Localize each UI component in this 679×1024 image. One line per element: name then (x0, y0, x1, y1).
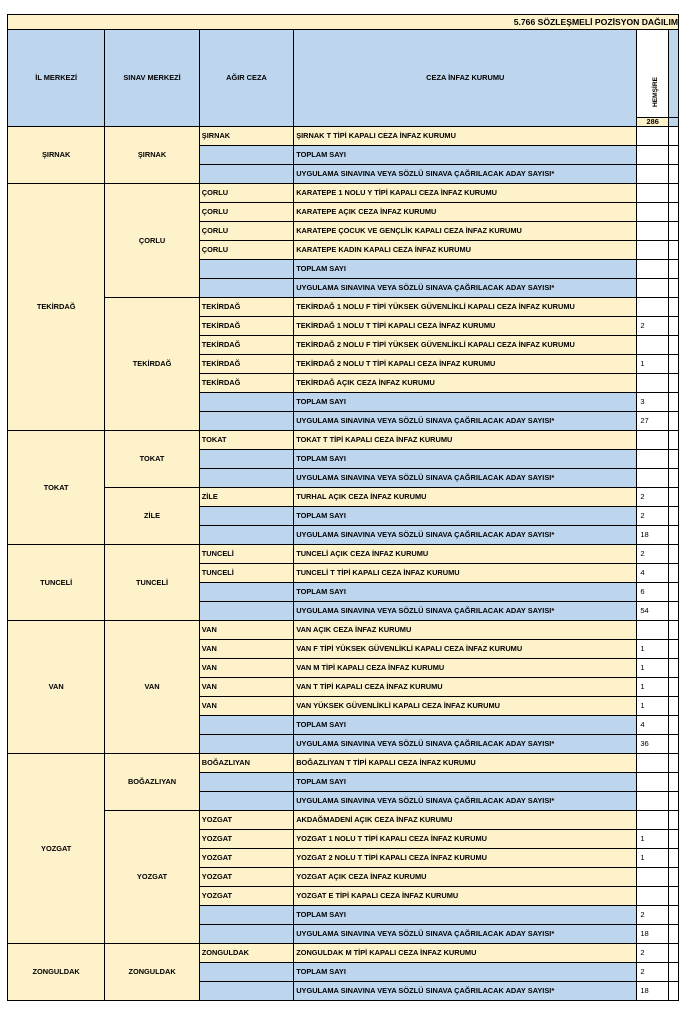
kurum-cell: YOZGAT 2 NOLU T TİPİ KAPALI CEZA İNFAZ KURUMU (294, 849, 637, 868)
next-column-cell (669, 469, 679, 488)
value-cell (637, 374, 669, 393)
table-row (8, 184, 679, 203)
next-column-cell (669, 811, 679, 830)
kurum-cell: TEKİRDAĞ 2 NOLU F TİPİ YÜKSEK GÜVENLİKLİ KAPALI CEZA İNFAZ KURUMU (294, 336, 637, 355)
header-sinav: SINAV MERKEZİ (105, 30, 199, 127)
table-body (8, 15, 679, 1001)
uygulama-label: UYGULAMA SINAVINA VEYA SÖZLÜ SINAVA ÇAĞRILACAK ADAY SAYISI* (294, 735, 637, 754)
allocation-table (7, 14, 679, 1001)
agir-ceza-cell: ŞIRNAK (199, 127, 293, 146)
toplam-label: TOPLAM SAYI (294, 716, 637, 735)
uygulama-value (637, 792, 669, 811)
kurum-cell: ZONGULDAK M TİPİ KAPALI CEZA İNFAZ KURUMU (294, 944, 637, 963)
next-column-cell (669, 887, 679, 906)
next-column-cell (669, 146, 679, 165)
next-column-cell (669, 488, 679, 507)
kurum-cell: YOZGAT E TİPİ KAPALI CEZA İNFAZ KURUMU (294, 887, 637, 906)
uygulama-value: 36 (637, 735, 669, 754)
agir-ceza-cell-empty (199, 412, 293, 431)
agir-ceza-cell-empty (199, 906, 293, 925)
next-column-cell (669, 203, 679, 222)
value-cell: 1 (637, 640, 669, 659)
agir-ceza-cell-empty (199, 735, 293, 754)
next-column-cell (669, 773, 679, 792)
value-cell (637, 868, 669, 887)
sinav-merkezi-cell: TUNCELİ (105, 545, 199, 621)
agir-ceza-cell-empty (199, 925, 293, 944)
agir-ceza-cell: TUNCELİ (199, 564, 293, 583)
next-column-cell (669, 355, 679, 374)
table-title: 5.766 SÖZLEŞMELİ POZİSYON DAĞILIM (8, 15, 679, 30)
sinav-merkezi-cell: BOĞAZLIYAN (105, 754, 199, 811)
header-row (8, 30, 679, 118)
next-column-cell (669, 963, 679, 982)
agir-ceza-cell: TUNCELİ (199, 545, 293, 564)
next-column-cell (669, 526, 679, 545)
agir-ceza-cell: TEKİRDAĞ (199, 355, 293, 374)
next-column-cell (669, 621, 679, 640)
toplam-value: 2 (637, 906, 669, 925)
agir-ceza-cell: ÇORLU (199, 184, 293, 203)
sinav-merkezi-cell: TEKİRDAĞ (105, 298, 199, 431)
toplam-label: TOPLAM SAYI (294, 450, 637, 469)
next-column-cell (669, 754, 679, 773)
next-column-cell (669, 640, 679, 659)
value-cell: 1 (637, 830, 669, 849)
next-column-cell (669, 336, 679, 355)
value-cell: 1 (637, 659, 669, 678)
next-column-cell (669, 507, 679, 526)
header-kurum: CEZA İNFAZ KURUMU (294, 30, 637, 127)
toplam-label: TOPLAM SAYI (294, 906, 637, 925)
value-cell: 1 (637, 355, 669, 374)
toplam-value (637, 146, 669, 165)
toplam-value: 4 (637, 716, 669, 735)
agir-ceza-cell: VAN (199, 640, 293, 659)
header-il: İL MERKEZİ (8, 30, 105, 127)
value-cell (637, 887, 669, 906)
agir-ceza-cell: YOZGAT (199, 868, 293, 887)
kurum-cell: AKDAĞMADENİ AÇIK CEZA İNFAZ KURUMU (294, 811, 637, 830)
next-column-cell (669, 431, 679, 450)
next-column-cell (669, 602, 679, 621)
sinav-merkezi-cell: ŞIRNAK (105, 127, 199, 184)
il-merkezi-cell: VAN (8, 621, 105, 754)
uygulama-label: UYGULAMA SINAVINA VEYA SÖZLÜ SINAVA ÇAĞRILACAK ADAY SAYISI* (294, 526, 637, 545)
table-row (8, 431, 679, 450)
next-column-cell (669, 241, 679, 260)
next-column-cell (669, 849, 679, 868)
kurum-cell: YOZGAT 1 NOLU T TİPİ KAPALI CEZA İNFAZ KURUMU (294, 830, 637, 849)
agir-ceza-cell-empty (199, 165, 293, 184)
uygulama-label: UYGULAMA SINAVINA VEYA SÖZLÜ SINAVA ÇAĞRILACAK ADAY SAYISI* (294, 602, 637, 621)
kurum-cell: VAN AÇIK CEZA İNFAZ KURUMU (294, 621, 637, 640)
sinav-merkezi-cell: YOZGAT (105, 811, 199, 944)
agir-ceza-cell: YOZGAT (199, 887, 293, 906)
agir-ceza-cell: TOKAT (199, 431, 293, 450)
kurum-cell: TEKİRDAĞ 1 NOLU F TİPİ YÜKSEK GÜVENLİKLİ KAPALI CEZA İNFAZ KURUMU (294, 298, 637, 317)
value-cell (637, 241, 669, 260)
kurum-cell: TUNCELİ T TİPİ KAPALI CEZA İNFAZ KURUMU (294, 564, 637, 583)
next-column-cell (669, 583, 679, 602)
uygulama-value (637, 469, 669, 488)
uygulama-value (637, 279, 669, 298)
next-column-cell (669, 393, 679, 412)
next-column-cell (669, 868, 679, 887)
sinav-merkezi-cell: VAN (105, 621, 199, 754)
table-row (8, 488, 679, 507)
value-cell: 1 (637, 697, 669, 716)
value-cell: 2 (637, 317, 669, 336)
value-cell: 2 (637, 944, 669, 963)
il-merkezi-cell: YOZGAT (8, 754, 105, 944)
agir-ceza-cell-empty (199, 792, 293, 811)
agir-ceza-cell-empty (199, 393, 293, 412)
agir-ceza-cell: TEKİRDAĞ (199, 374, 293, 393)
il-merkezi-cell: ZONGULDAK (8, 944, 105, 1001)
kurum-cell: KARATEPE AÇIK CEZA İNFAZ KURUMU (294, 203, 637, 222)
next-column-cell (669, 165, 679, 184)
next-column-cell (669, 260, 679, 279)
agir-ceza-cell: YOZGAT (199, 830, 293, 849)
header-next-column (669, 30, 679, 118)
kurum-cell: KARATEPE KADIN KAPALI CEZA İNFAZ KURUMU (294, 241, 637, 260)
next-column-cell (669, 127, 679, 146)
sinav-merkezi-cell: TOKAT (105, 431, 199, 488)
header-pozisyon (637, 30, 669, 118)
next-column-cell (669, 222, 679, 241)
agir-ceza-cell-empty (199, 982, 293, 1001)
value-cell: 2 (637, 488, 669, 507)
kurum-cell: VAN M TİPİ KAPALI CEZA İNFAZ KURUMU (294, 659, 637, 678)
toplam-value: 2 (637, 963, 669, 982)
agir-ceza-cell: VAN (199, 621, 293, 640)
next-column-cell (669, 678, 679, 697)
next-column-cell (669, 830, 679, 849)
value-cell (637, 811, 669, 830)
agir-ceza-cell-empty (199, 963, 293, 982)
next-column-cell (669, 982, 679, 1001)
next-column-cell (669, 735, 679, 754)
agir-ceza-cell: VAN (199, 659, 293, 678)
next-column-cell (669, 374, 679, 393)
uygulama-label: UYGULAMA SINAVINA VEYA SÖZLÜ SINAVA ÇAĞRILACAK ADAY SAYISI* (294, 165, 637, 184)
value-cell (637, 754, 669, 773)
il-merkezi-cell: TUNCELİ (8, 545, 105, 621)
kurum-cell: TUNCELİ AÇIK CEZA İNFAZ KURUMU (294, 545, 637, 564)
toplam-label: TOPLAM SAYI (294, 583, 637, 602)
header-total: 286 (637, 118, 669, 127)
il-merkezi-cell: TEKİRDAĞ (8, 184, 105, 431)
uygulama-label: UYGULAMA SINAVINA VEYA SÖZLÜ SINAVA ÇAĞRILACAK ADAY SAYISI* (294, 469, 637, 488)
uygulama-value: 18 (637, 925, 669, 944)
kurum-cell: VAN YÜKSEK GÜVENLİKLİ KAPALI CEZA İNFAZ KURUMU (294, 697, 637, 716)
agir-ceza-cell: VAN (199, 697, 293, 716)
value-cell (637, 431, 669, 450)
kurum-cell: TURHAL AÇIK CEZA İNFAZ KURUMU (294, 488, 637, 507)
toplam-label: TOPLAM SAYI (294, 773, 637, 792)
agir-ceza-cell: ÇORLU (199, 222, 293, 241)
agir-ceza-cell: YOZGAT (199, 811, 293, 830)
uygulama-value: 18 (637, 526, 669, 545)
agir-ceza-cell: ZİLE (199, 488, 293, 507)
agir-ceza-cell-empty (199, 507, 293, 526)
next-column-cell (669, 298, 679, 317)
toplam-value (637, 260, 669, 279)
agir-ceza-cell: ÇORLU (199, 203, 293, 222)
toplam-label: TOPLAM SAYI (294, 507, 637, 526)
agir-ceza-cell-empty (199, 279, 293, 298)
value-cell: 1 (637, 678, 669, 697)
kurum-cell: YOZGAT AÇIK CEZA İNFAZ KURUMU (294, 868, 637, 887)
kurum-cell: VAN F TİPİ YÜKSEK GÜVENLİKLİ KAPALI CEZA İNFAZ KURUMU (294, 640, 637, 659)
uygulama-value: 18 (637, 982, 669, 1001)
agir-ceza-cell-empty (199, 773, 293, 792)
kurum-cell: ŞIRNAK T TİPİ KAPALI CEZA İNFAZ KURUMU (294, 127, 637, 146)
next-column-cell (669, 716, 679, 735)
next-column-cell (669, 279, 679, 298)
agir-ceza-cell: BOĞAZLIYAN (199, 754, 293, 773)
agir-ceza-cell: ÇORLU (199, 241, 293, 260)
next-column-cell (669, 450, 679, 469)
kurum-cell: VAN T TİPİ KAPALI CEZA İNFAZ KURUMU (294, 678, 637, 697)
table-row (8, 127, 679, 146)
sinav-merkezi-cell: ÇORLU (105, 184, 199, 298)
title-row (8, 15, 679, 30)
header-agir: AĞIR CEZA (199, 30, 293, 127)
value-cell: 2 (637, 545, 669, 564)
kurum-cell: TEKİRDAĞ AÇIK CEZA İNFAZ KURUMU (294, 374, 637, 393)
kurum-cell: BOĞAZLIYAN T TİPİ KAPALI CEZA İNFAZ KURUMU (294, 754, 637, 773)
value-cell (637, 621, 669, 640)
header-pozisyon-label: HEMŞİRE (651, 77, 659, 108)
table-row (8, 944, 679, 963)
agir-ceza-cell: VAN (199, 678, 293, 697)
toplam-value: 3 (637, 393, 669, 412)
value-cell (637, 336, 669, 355)
table-row (8, 754, 679, 773)
table-row (8, 545, 679, 564)
next-column-cell (669, 925, 679, 944)
agir-ceza-cell: TEKİRDAĞ (199, 317, 293, 336)
uygulama-value: 54 (637, 602, 669, 621)
value-cell (637, 298, 669, 317)
agir-ceza-cell: ZONGULDAK (199, 944, 293, 963)
agir-ceza-cell-empty (199, 716, 293, 735)
kurum-cell: TEKİRDAĞ 1 NOLU T TİPİ KAPALI CEZA İNFAZ KURUMU (294, 317, 637, 336)
kurum-cell: KARATEPE 1 NOLU Y TİPİ KAPALI CEZA İNFAZ KURUMU (294, 184, 637, 203)
uygulama-label: UYGULAMA SINAVINA VEYA SÖZLÜ SINAVA ÇAĞRILACAK ADAY SAYISI* (294, 412, 637, 431)
sinav-merkezi-cell: ZONGULDAK (105, 944, 199, 1001)
uygulama-label: UYGULAMA SINAVINA VEYA SÖZLÜ SINAVA ÇAĞRILACAK ADAY SAYISI* (294, 925, 637, 944)
agir-ceza-cell: TEKİRDAĞ (199, 298, 293, 317)
uygulama-label: UYGULAMA SINAVINA VEYA SÖZLÜ SINAVA ÇAĞRILACAK ADAY SAYISI* (294, 982, 637, 1001)
toplam-value: 2 (637, 507, 669, 526)
toplam-label: TOPLAM SAYI (294, 963, 637, 982)
uygulama-value (637, 165, 669, 184)
agir-ceza-cell-empty (199, 450, 293, 469)
value-cell (637, 222, 669, 241)
toplam-value (637, 773, 669, 792)
value-cell (637, 203, 669, 222)
toplam-value (637, 450, 669, 469)
next-column-cell (669, 906, 679, 925)
kurum-cell: TOKAT T TİPİ KAPALI CEZA İNFAZ KURUMU (294, 431, 637, 450)
agir-ceza-cell-empty (199, 526, 293, 545)
agir-ceza-cell-empty (199, 602, 293, 621)
toplam-label: TOPLAM SAYI (294, 146, 637, 165)
header-total-next (669, 118, 679, 127)
agir-ceza-cell-empty (199, 583, 293, 602)
uygulama-label: UYGULAMA SINAVINA VEYA SÖZLÜ SINAVA ÇAĞRILACAK ADAY SAYISI* (294, 792, 637, 811)
toplam-label: TOPLAM SAYI (294, 260, 637, 279)
table-row (8, 298, 679, 317)
value-cell (637, 184, 669, 203)
next-column-cell (669, 545, 679, 564)
next-column-cell (669, 944, 679, 963)
sinav-merkezi-cell: ZİLE (105, 488, 199, 545)
kurum-cell: TEKİRDAĞ 2 NOLU T TİPİ KAPALI CEZA İNFAZ KURUMU (294, 355, 637, 374)
table-row (8, 811, 679, 830)
kurum-cell: KARATEPE ÇOCUK VE GENÇLİK KAPALI CEZA İNFAZ KURUMU (294, 222, 637, 241)
uygulama-label: UYGULAMA SINAVINA VEYA SÖZLÜ SINAVA ÇAĞRILACAK ADAY SAYISI* (294, 279, 637, 298)
agir-ceza-cell: YOZGAT (199, 849, 293, 868)
table-row (8, 621, 679, 640)
next-column-cell (669, 792, 679, 811)
next-column-cell (669, 564, 679, 583)
value-cell: 4 (637, 564, 669, 583)
next-column-cell (669, 412, 679, 431)
il-merkezi-cell: ŞIRNAK (8, 127, 105, 184)
uygulama-value: 27 (637, 412, 669, 431)
agir-ceza-cell-empty (199, 146, 293, 165)
next-column-cell (669, 659, 679, 678)
next-column-cell (669, 697, 679, 716)
agir-ceza-cell: TEKİRDAĞ (199, 336, 293, 355)
toplam-value: 6 (637, 583, 669, 602)
agir-ceza-cell-empty (199, 469, 293, 488)
agir-ceza-cell-empty (199, 260, 293, 279)
next-column-cell (669, 317, 679, 336)
value-cell (637, 127, 669, 146)
value-cell: 1 (637, 849, 669, 868)
toplam-label: TOPLAM SAYI (294, 393, 637, 412)
il-merkezi-cell: TOKAT (8, 431, 105, 545)
next-column-cell (669, 184, 679, 203)
